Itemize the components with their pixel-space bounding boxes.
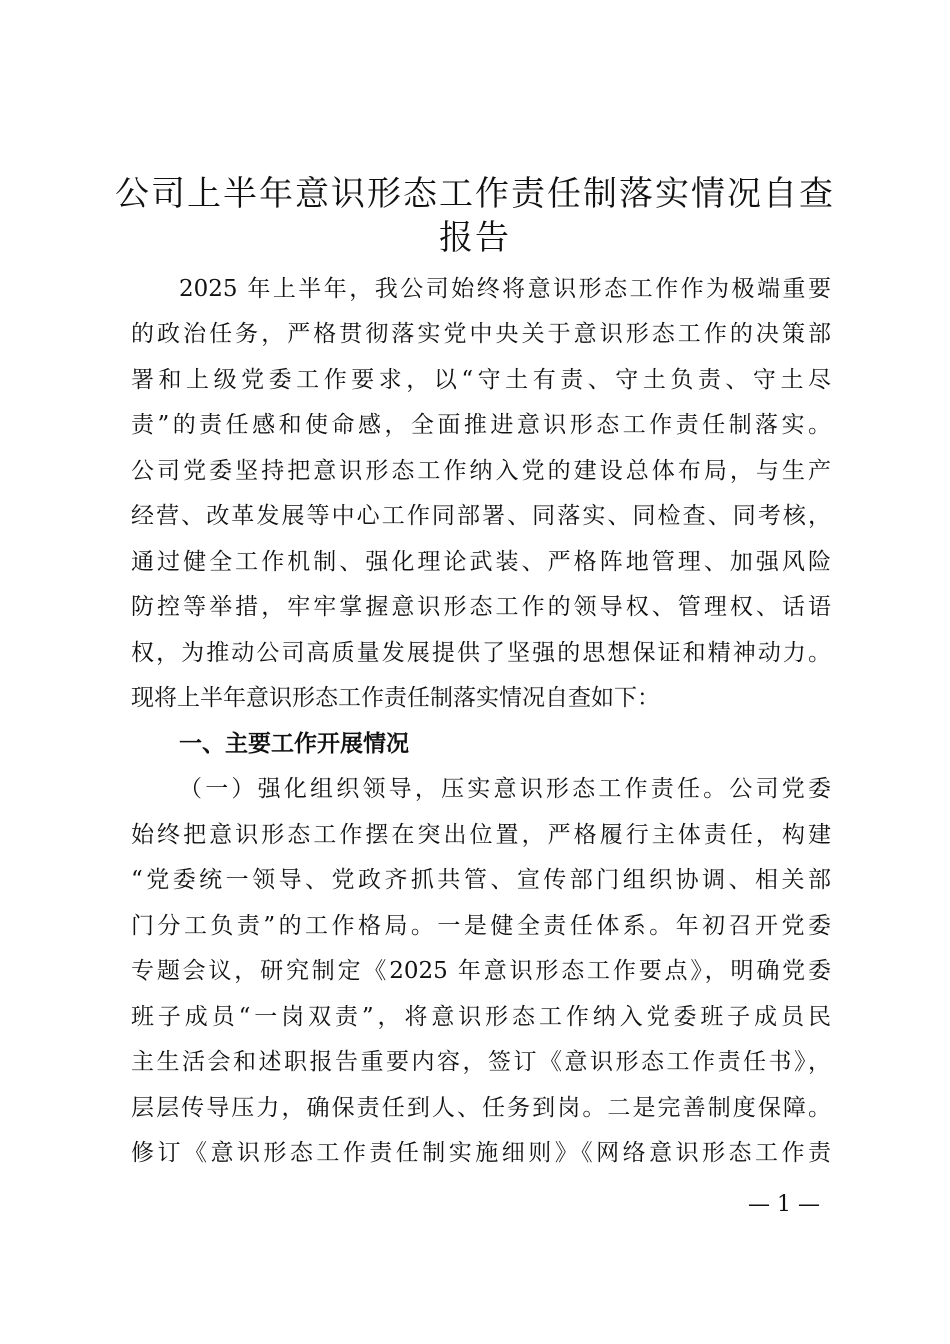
text-line: 经营、改革发展等中心工作同部署、同落实、同检查、同考核， (131, 503, 831, 529)
text-line: 公司党委坚持把意识形态工作纳入党的建设总体布局，与生产 (131, 458, 831, 484)
text-line: 责”的责任感和使命感，全面推进意识形态工作责任制落实。 (131, 412, 831, 438)
section-heading: 一、主要工作开展情况 (179, 731, 409, 757)
page-number: — 1 — (748, 1192, 820, 1217)
text-line: 修订《意识形态工作责任制实施细则》《网络意识形态工作责 (131, 1140, 831, 1166)
text-line: 始终把意识形态工作摆在突出位置，严格履行主体责任，构建 (131, 822, 831, 848)
text-line: 主生活会和述职报告重要内容，签订《意识形态工作责任书》， (131, 1049, 831, 1075)
text-line: 的政治任务，严格贯彻落实党中央关于意识形态工作的决策部 (131, 321, 831, 347)
document-title-line-2: 报告 (439, 218, 511, 258)
text-line: 门分工负责”的工作格局。一是健全责任体系。年初召开党委 (131, 913, 831, 939)
subsection-line: （一）强化组织领导，压实意识形态工作责任。公司党委 (179, 776, 831, 802)
text-line: 署和上级党委工作要求，以“守土有责、守土负责、守土尽 (131, 367, 831, 393)
text-line: 权，为推动公司高质量发展提供了坚强的思想保证和精神动力。 (131, 640, 831, 666)
text-line: 专题会议，研究制定《2025 年意识形态工作要点》，明确党委 (131, 958, 831, 984)
text-line: 防控等举措，牢牢掌握意识形态工作的领导权、管理权、话语 (131, 594, 831, 620)
text-line: 现将上半年意识形态工作责任制落实情况自查如下： (131, 685, 660, 711)
text-line: 层层传导压力，确保责任到人、任务到岗。二是完善制度保障。 (131, 1095, 831, 1121)
document-title-line-1: 公司上半年意识形态工作责任制落实情况自查 (115, 174, 835, 214)
text-line: 2025 年上半年，我公司始终将意识形态工作作为极端重要 (179, 276, 831, 302)
text-line: “党委统一领导、党政齐抓共管、宣传部门组织协调、相关部 (131, 867, 831, 893)
text-line: 通过健全工作机制、强化理论武装、严格阵地管理、加强风险 (131, 549, 831, 575)
text-line: 班子成员“一岗双责”，将意识形态工作纳入党委班子成员民 (131, 1004, 831, 1030)
